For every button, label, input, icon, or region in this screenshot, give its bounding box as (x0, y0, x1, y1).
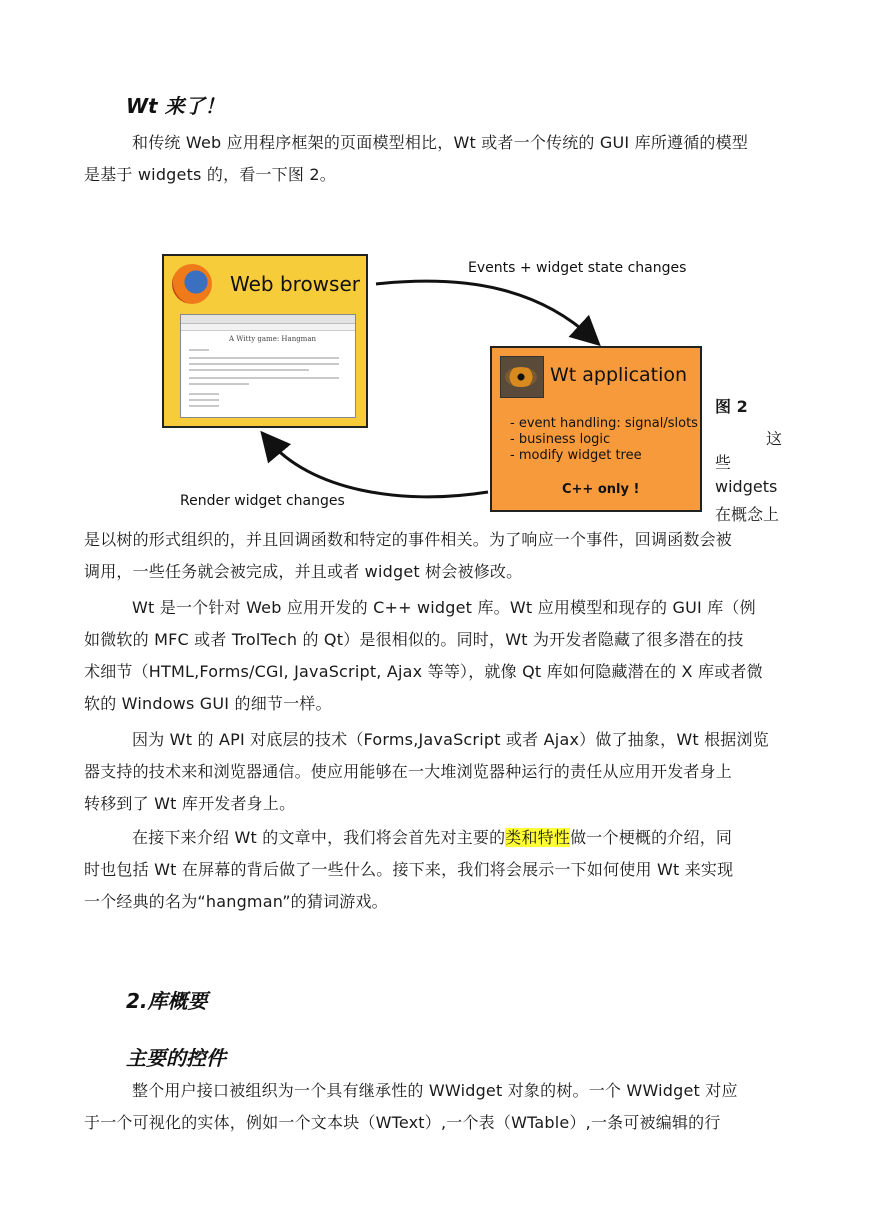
paragraph-line: 是以树的形式组织的，并且回调函数和特定的事件相关。为了响应一个事件，回调函数会被 (84, 530, 733, 549)
paragraph-line: 如微软的 MFC 或者 TrolTech 的 Qt）是很相似的。同时，Wt 为开发者隐藏了很多潜在的技 (84, 630, 744, 649)
paragraph-line: 在接下来介绍 Wt 的文章中，我们将会首先对主要的类和特性做一个梗概的介绍，同 (132, 828, 733, 847)
paragraph-line: 于一个可视化的实体，例如一个文本块（WText）,一个表（WTable）,一条可被编辑的行 (84, 1113, 721, 1132)
section-heading-wt: Wt 来了！ (126, 94, 225, 118)
wrap-text: widgets (715, 477, 778, 496)
wrap-text: 这 (766, 429, 783, 448)
paragraph-line: 整个用户接口被组织为一个具有继承性的 WWidget 对象的树。一个 WWidget 对应 (132, 1081, 738, 1100)
paragraph-line: 器支持的技术来和浏览器通信。使应用能够在一大堆浏览器种运行的责任从应用开发者身上 (84, 762, 733, 781)
eye-logo-icon (500, 356, 544, 398)
arrow-to-app (376, 281, 592, 338)
figure-caption: 图 2 (715, 397, 748, 416)
highlighted-text: 类和特性 (505, 828, 571, 847)
paragraph-next (84, 822, 733, 918)
paragraph-api (84, 724, 769, 820)
arrow-to-browser (268, 440, 488, 497)
paragraph-line: 因为 Wt 的 API 对底层的技术（Forms,JavaScript 或者 Ajax）做了抽象，Wt 根据浏览 (132, 730, 769, 749)
figure-architecture-diagram (140, 240, 720, 540)
paragraph-line: 术细节（HTML,Forms/CGI, JavaScript, Ajax 等等），就像 Qt 库如何隐藏潜在的 X 库或者微 (84, 662, 763, 681)
paragraph-line: Wt 是一个针对 Web 应用开发的 C++ widget 库。Wt 应用模型和现存的 GUI 库（例 (132, 598, 756, 617)
paragraph-line: 是基于 widgets 的，看一下图 2。 (84, 165, 336, 184)
subsection-heading-widgets: 主要的控件 (126, 1046, 226, 1070)
paragraph-widgets (84, 1075, 738, 1139)
paragraph-line: 一个经典的名为“hangman”的猜词游戏。 (84, 892, 388, 911)
paragraph-tree (84, 524, 732, 588)
wt-application-box (490, 346, 702, 512)
app-item: - event handling: signal/slots (510, 416, 698, 431)
wrap-text: 些 (715, 453, 732, 472)
render-arrow-label: Render widget changes (180, 493, 345, 509)
paragraph-line: 和传统 Web 应用程序框架的页面模型相比，Wt 或者一个传统的 GUI 库所遵循的模型 (132, 133, 749, 152)
paragraph-line: 转移到了 Wt 库开发者身上。 (84, 794, 296, 813)
section-heading-overview: 2.库概要 (126, 989, 208, 1013)
paragraph-line: 时也包括 Wt 在屏幕的背后做了一些什么。接下来，我们将会展示一下如何使用 Wt 来实现 (84, 860, 734, 879)
paragraph-line: 软的 Windows GUI 的细节一样。 (84, 694, 332, 713)
app-item: - business logic (510, 432, 611, 447)
paragraph-library (84, 592, 763, 720)
web-browser-label: Web browser (230, 272, 360, 296)
wrap-text: 在概念上 (715, 505, 780, 524)
events-arrow-label: Events + widget state changes (468, 260, 687, 276)
paragraph-intro (84, 127, 748, 191)
app-item: - modify widget tree (510, 448, 642, 463)
paragraph-line: 调用，一些任务就会被完成，并且或者 widget 树会被修改。 (84, 562, 523, 581)
wt-application-label: Wt application (550, 364, 688, 386)
screenshot-title: A Witty game: Hangman (229, 335, 317, 343)
cpp-only-label: C++ only ! (562, 482, 640, 497)
